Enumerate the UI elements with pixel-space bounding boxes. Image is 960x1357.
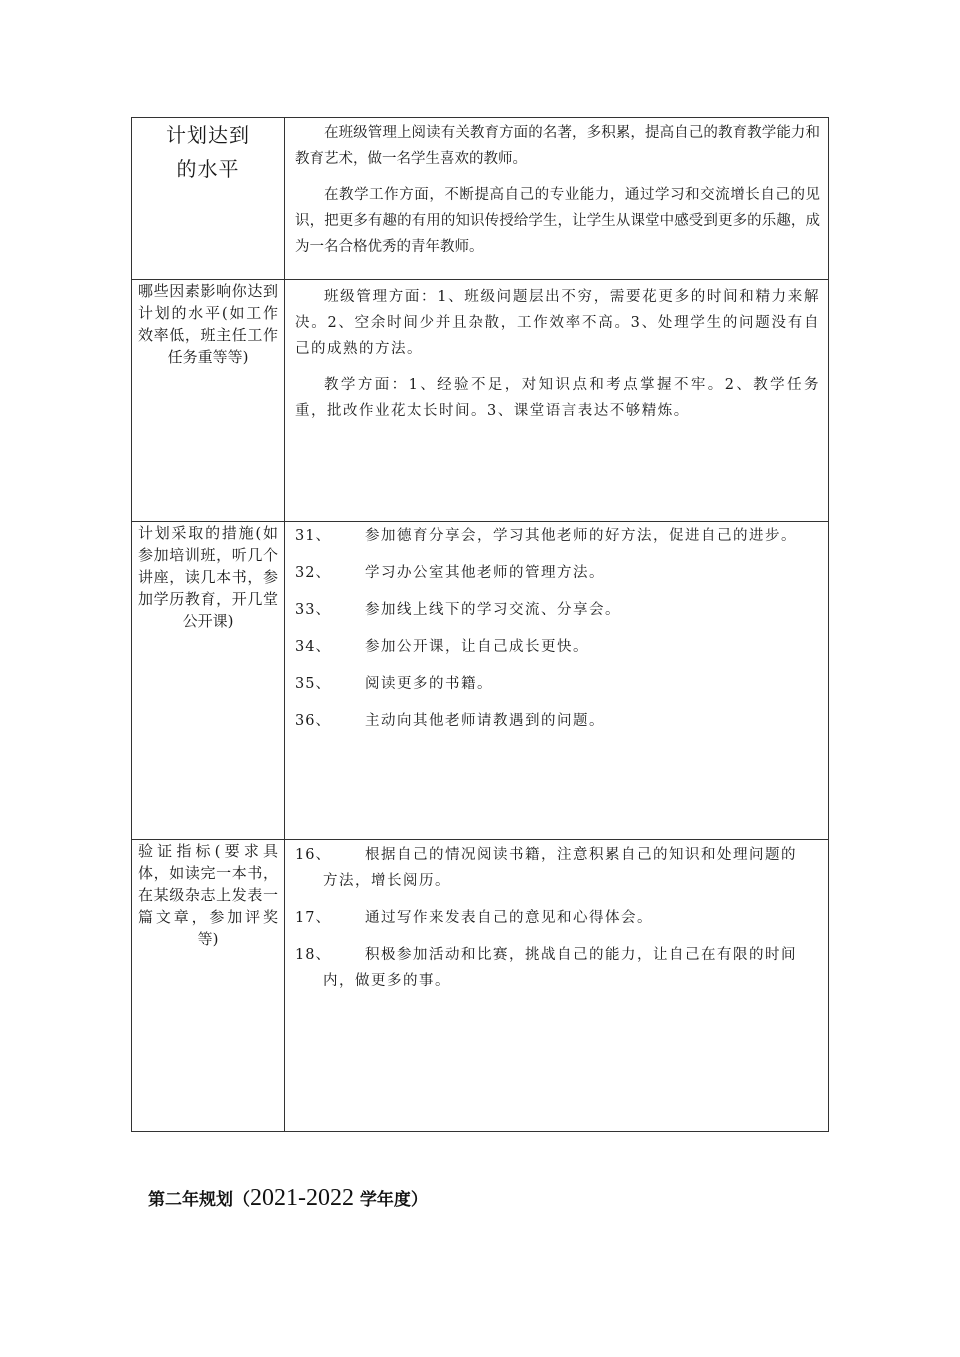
list-item	[285, 597, 828, 623]
paragraph: 在班级管理上阅读有关教育方面的名著，多积累，提高自己的教育教学能力和教育艺术，做一名学生喜欢的教师。	[295, 125, 820, 167]
list-item	[285, 634, 828, 660]
section-heading-prefix: 第二年规划（	[148, 1190, 250, 1210]
item-text: 参加线上线下的学习交流、分享会。	[365, 602, 621, 618]
label-target-level-line2: 的水平	[176, 157, 240, 181]
item-number: 31、	[295, 528, 331, 544]
section-heading-suffix: 学年度）	[354, 1190, 428, 1210]
label-cell-measures	[132, 522, 285, 840]
item-number: 36、	[295, 713, 331, 729]
content-cell-factors	[285, 280, 829, 522]
item-text: 根据自己的情况阅读书籍，注意积累自己的知识和处理问题的	[365, 847, 797, 863]
list-item	[285, 708, 828, 734]
content-cell-indicators	[285, 840, 829, 1132]
item-number: 32、	[295, 565, 331, 581]
content-cell-measures	[285, 522, 829, 840]
label-measures: 计划采取的措施(如参加培训班，听几个讲座，读几本书，参加学历教育，开几堂公开课)	[138, 524, 278, 630]
paragraph: 班级管理方面：1、班级问题层出不穷，需要花更多的时间和精力来解决。2、空余时间少并且杂散，工作效率不高。3、处理学生的问题没有自己的成熟的方法。	[295, 289, 820, 357]
item-text: 通过写作来发表自己的意见和心得体会。	[365, 910, 653, 926]
table-row	[132, 840, 829, 1132]
plan-table	[131, 117, 829, 1132]
item-text: 积极参加活动和比赛，挑战自己的能力，让自己在有限的时间	[365, 947, 797, 963]
section-heading	[148, 1185, 428, 1212]
item-text-continued: 内，做更多的事。	[323, 973, 451, 989]
label-cell-factors	[132, 280, 285, 522]
list-item	[285, 842, 828, 894]
content-cell-target-level	[285, 118, 829, 280]
list-item	[285, 560, 828, 586]
item-number: 33、	[295, 602, 331, 618]
item-number: 16、	[295, 847, 331, 863]
item-text: 学习办公室其他老师的管理方法。	[365, 565, 605, 581]
item-text: 主动向其他老师请教遇到的问题。	[365, 713, 605, 729]
item-text: 参加公开课，让自己成长更快。	[365, 639, 589, 655]
section-heading-year: 2021-2022	[250, 1185, 354, 1211]
table-row	[132, 118, 829, 280]
paragraph: 教学方面：1、经验不足，对知识点和考点掌握不牢。2、教学任务重，批改作业花太长时间。3、课堂语言表达不够精炼。	[295, 377, 820, 419]
item-number: 34、	[295, 639, 331, 655]
item-text-continued: 方法，增长阅历。	[323, 873, 451, 889]
label-indicators: 验证指标(要求具体，如读完一本书，在某级杂志上发表一篇文章，参加评奖等)	[138, 842, 278, 948]
label-cell-target-level	[132, 118, 285, 280]
list-item	[285, 523, 828, 549]
paragraph: 在教学工作方面，不断提高自己的专业能力，通过学习和交流增长自己的见识，把更多有趣的有用的知识传授给学生，让学生从课堂中感受到更多的乐趣，成为一名合格优秀的青年教师。	[295, 187, 820, 255]
table-row	[132, 280, 829, 522]
list-item	[285, 942, 828, 994]
label-target-level-line1: 计划达到	[166, 123, 250, 147]
item-number: 18、	[295, 947, 331, 963]
item-number: 35、	[295, 676, 331, 692]
label-factors: 哪些因素影响你达到计划的水平(如工作效率低，班主任工作任务重等等)	[138, 282, 278, 366]
list-item	[285, 671, 828, 697]
label-cell-indicators	[132, 840, 285, 1132]
list-item	[285, 905, 828, 931]
item-text: 阅读更多的书籍。	[365, 676, 493, 692]
table-row	[132, 522, 829, 840]
item-text: 参加德育分享会，学习其他老师的好方法，促进自己的进步。	[365, 528, 797, 544]
item-number: 17、	[295, 910, 331, 926]
